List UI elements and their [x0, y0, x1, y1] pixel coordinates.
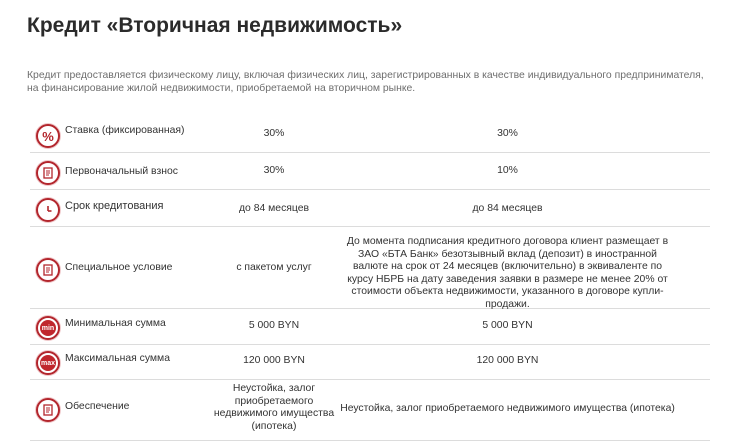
- row-label: Срок кредитования: [65, 200, 164, 212]
- row-label: Обеспечение: [65, 401, 130, 412]
- table-row-rate: [30, 117, 710, 153]
- table-row-min-amount: [30, 309, 710, 345]
- row-value-col1: Неустойка, залог приобретаемого недвижимого имущества (ипотека): [213, 383, 335, 432]
- row-label: Специальное условие: [65, 262, 173, 273]
- row-value-col1: 120 000 BYN: [243, 355, 305, 366]
- row-value-col2: 30%: [497, 128, 518, 139]
- row-value-col1: 30%: [263, 165, 285, 176]
- row-label: Первоначальный взнос: [65, 166, 178, 177]
- page-title: Кредит «Вторичная недвижимость»: [27, 14, 403, 37]
- row-value-col1: 5 000 BYN: [248, 320, 300, 331]
- table-row-security: [30, 380, 710, 441]
- max-icon: [36, 351, 60, 375]
- max-icon-text: max: [40, 355, 56, 371]
- row-value-col2: до 84 месяцев: [472, 203, 543, 214]
- row-label: Максимальная сумма: [65, 353, 170, 364]
- row-value-col1: 30%: [263, 128, 285, 139]
- table-row-term: [30, 190, 710, 227]
- min-icon-text: min: [40, 320, 56, 336]
- table-row-max-amount: [30, 345, 710, 380]
- clock-icon: [36, 198, 60, 222]
- row-value-col2: 5 000 BYN: [482, 320, 533, 331]
- row-value-col1: с пакетом услуг: [236, 262, 312, 273]
- table-row-down-payment: [30, 153, 710, 190]
- row-label: Минимальная сумма: [65, 318, 166, 329]
- row-label: Ставка (фиксированная): [65, 125, 185, 136]
- row-value-col2: До момента подписания кредитного договора клиент размещает в ЗАО «БТА Банк» безотзывный вклад (депозит) в иностранной валюте на срок от 24 месяцев (включительно) в эквиваленте по курсу НБРБ на дату заведения заявки в размере не менее 20% от стоимости объекта недвижимости, указанного в договоре купли-продажи.: [346, 236, 669, 310]
- percent-icon: %: [36, 124, 60, 148]
- row-value-col2: 10%: [497, 165, 518, 176]
- intro-text: Кредит предоставляется физическому лицу, включая физических лиц, зарегистрированных в качестве индивидуального предпринимателя, на финансирование жилой недвижимости, приобретаемой на вторичном рынке.: [27, 70, 704, 94]
- document-icon: [36, 258, 60, 282]
- row-value-col2: 120 000 BYN: [476, 355, 539, 366]
- document-icon: [36, 398, 60, 422]
- table-row-special-condition: [30, 227, 710, 309]
- min-icon: [36, 316, 60, 340]
- row-value-col2: Неустойка, залог приобретаемого недвижимого имущества (ипотека): [340, 403, 675, 414]
- row-value-col1: до 84 месяцев: [238, 203, 310, 214]
- document-icon: [36, 161, 60, 185]
